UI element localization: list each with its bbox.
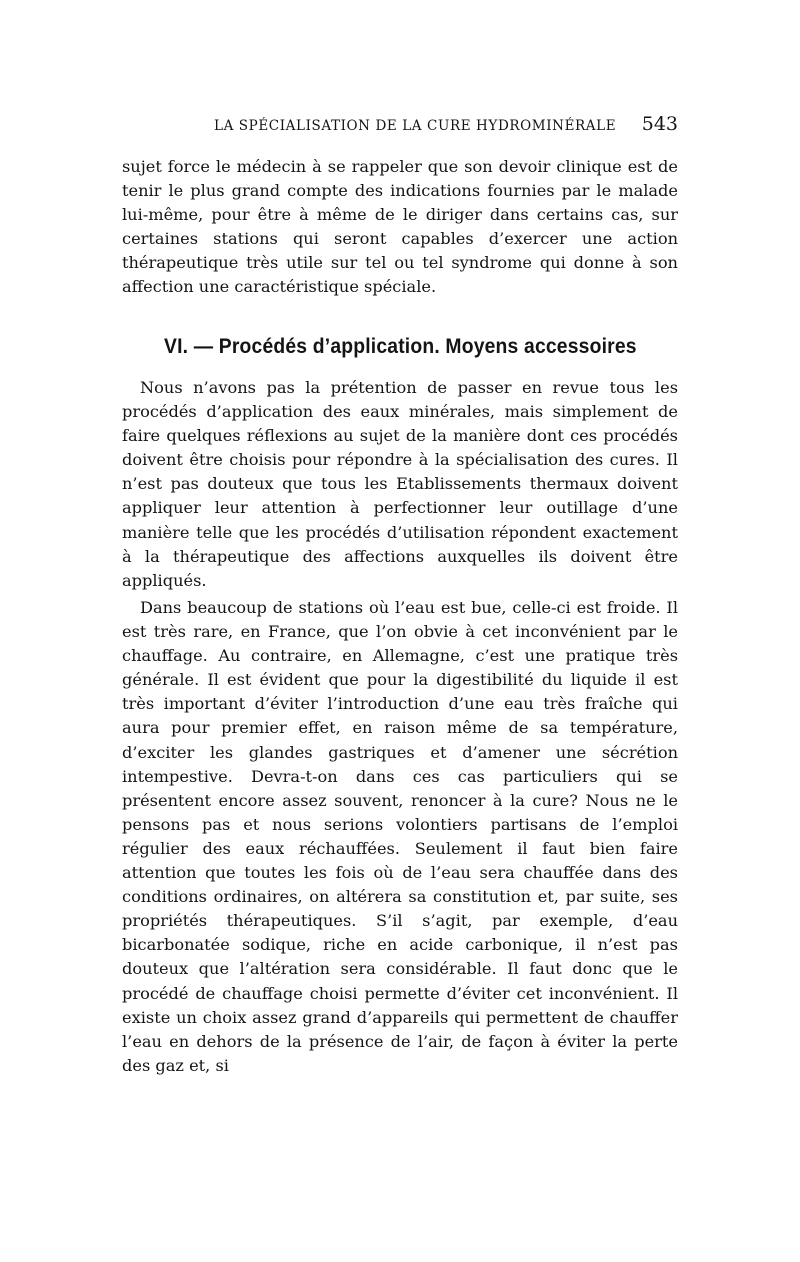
section-heading: VI. — Procédés d’application. Moyens accessoires	[164, 335, 637, 358]
paragraph-continuation: sujet force le médecin à se rappeler que son devoir clinique est de tenir le plus grand compte des indications fournies par le malade lui-même, pour être à même de le diriger dans certains cas, sur certaines stations qui seront capables d’exercer une action thérapeutique très utile sur tel ou tel syndrome qui donne à son affection une caractéristique spéciale.	[122, 157, 678, 297]
running-head	[122, 112, 678, 142]
paragraph-application-procedures: Nous n’avons pas la prétention de passer en revue tous les procédés d’application des eaux minérales, mais simplement de faire quelques réflexions au sujet de la manière dont ces procédés doivent être choisis pour répondre à la spécialisation des cures. Il n’est pas douteux que tous les Etablissements thermaux doivent appliquer leur attention à perfectionner leur outillage d’une manière telle que les procédés d’utilisation répondent exactement à la thérapeutique des affections auxquelles ils doivent être appliqués.	[122, 378, 678, 590]
book-page	[122, 112, 678, 1075]
running-title: LA SPÉCIALISATION DE LA CURE HYDROMINÉRALE	[214, 118, 617, 134]
page-number: 543	[641, 113, 678, 135]
paragraph-heated-water: Dans beaucoup de stations où l’eau est bue, celle-ci est froide. Il est très rare, en France, que l’on obvie à cet inconvénient par le chauffage. Au contraire, en Allemagne, c’est une pratique très générale. Il est évident que pour la digestibilité du liquide il est très important d’éviter l’introduction d’une eau très fraîche qui aura pour premier effet, en raison même de sa température, d’exciter les glandes gastriques et d’amener une sécrétion intempestive. Devra-t-on dans ces cas particuliers qui se présentent encore assez souvent, renoncer à la cure? Nous ne le pensons pas et nous serions volontiers partisans de l’emploi régulier des eaux réchauffées. Seulement il faut bien faire attention que toutes les fois où de l’eau sera chauffée dans des conditions ordinaires, on altérera sa constitution et, par suite, ses propriétés thérapeutiques. S’il s’agit, par exemple, d’eau bicarbonatée sodique, riche en acide carbonique, il n’est pas douteux que l’altération sera considérable. Il faut donc que le procédé de chauffage choisi permette d’éviter cet inconvénient. Il existe un choix assez grand d’appareils qui permettent de chauffer l’eau en dehors de la présence de l’air, de façon à éviter la perte des gaz et, si	[122, 598, 678, 1075]
